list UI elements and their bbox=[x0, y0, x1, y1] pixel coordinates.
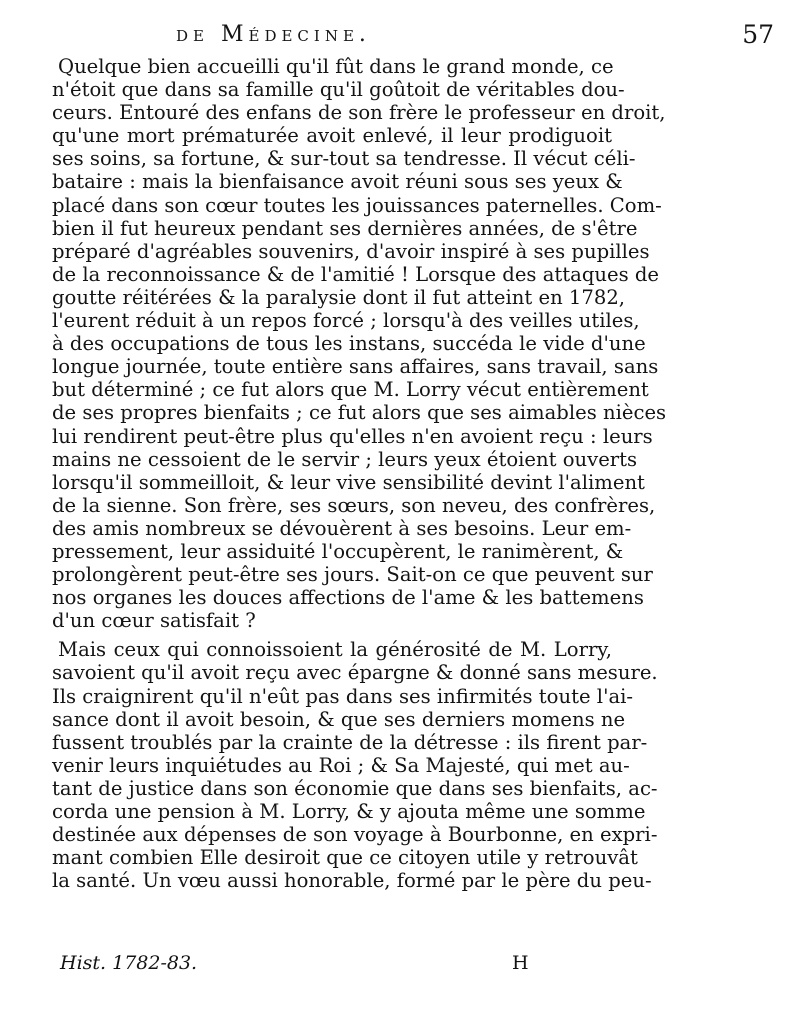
text-line: d'un cœur satisfait ? bbox=[52, 609, 256, 633]
text-line: mains ne cessoient de le servir ; leurs yeux étoient ouverts bbox=[52, 447, 638, 471]
text-line: lui rendirent peut-être plus qu'elles n'en avoient reçu : leurs bbox=[52, 424, 653, 448]
text-line: destinée aux dépenses de son voyage à Bourbonne, en expri- bbox=[52, 823, 658, 847]
text-line: lorsqu'il sommeilloit, & leur vive sensibilité devint l'aliment bbox=[52, 470, 645, 494]
text-line: des amis nombreux se dévouèrent à ses besoins. Leur em- bbox=[52, 516, 632, 540]
text-line: la santé. Un vœu aussi honorable, formé par le père du peu- bbox=[52, 869, 652, 893]
text-line: tant de justice dans son économie que dans ses bienfaits, ac- bbox=[52, 776, 658, 800]
text-line: prolongèrent peut-être ses jours. Sait-on ce que peuvent sur bbox=[52, 563, 653, 587]
text-line: préparé d'agréables souvenirs, d'avoir inspiré à ses pupilles bbox=[52, 239, 650, 263]
text-line: mant combien Elle desiroit que ce citoyen utile y retrouvât bbox=[52, 846, 638, 870]
paragraph-2 bbox=[52, 638, 658, 893]
body-text bbox=[52, 55, 667, 893]
paragraph-1 bbox=[52, 55, 667, 633]
text-line: de la sienne. Son frère, ses sœurs, son neveu, des confrères, bbox=[52, 493, 656, 517]
text-line: corda une pension à M. Lorry, & y ajouta même une somme bbox=[52, 800, 646, 823]
page-number: 57 bbox=[742, 20, 774, 49]
running-head-title: de Médecine. bbox=[176, 22, 371, 47]
text-line: placé dans son cœur toutes les jouissances paternelles. Com- bbox=[52, 193, 662, 217]
text-line: nos organes les douces affections de l'ame & les battemens bbox=[52, 586, 644, 610]
text-line: l'eurent réduit à un repos forcé ; lorsqu'à des veilles utiles, bbox=[52, 309, 640, 333]
text-line: longue journée, toute entière sans affaires, sans travail, sans bbox=[52, 355, 659, 379]
text-line: n'étoit que dans sa famille qu'il goûtoit de véritables dou- bbox=[52, 78, 625, 102]
text-line: but déterminé ; ce fut alors que M. Lorry vécut entièrement bbox=[52, 378, 649, 402]
text-line: Ils craignirent qu'il n'eût pas dans ses infirmités toute l'ai- bbox=[52, 684, 634, 708]
text-line: sance dont il avoit besoin, & que ses derniers momens ne bbox=[52, 707, 626, 731]
text-line: de la reconnoissance & de l'amitié ! Lorsque des attaques de bbox=[52, 262, 659, 286]
running-head bbox=[0, 18, 800, 54]
text-line: goutte réitérées & la paralysie dont il fut atteint en 1782, bbox=[52, 285, 626, 309]
text-line: Mais ceux qui connoissoient la générosité de M. Lorry, bbox=[58, 638, 612, 662]
text-line: Quelque bien accueilli qu'il fût dans le grand monde, ce bbox=[58, 55, 614, 78]
text-line: venir leurs inquiétudes au Roi ; & Sa Majesté, qui met au- bbox=[52, 753, 630, 777]
text-line: à des occupations de tous les instans, succéda le vide d'une bbox=[52, 332, 646, 356]
text-line: savoient qu'il avoit reçu avec épargne & donné sans mesure. bbox=[52, 661, 658, 685]
text-line: ses soins, sa fortune, & sur-tout sa tendresse. Il vécut céli- bbox=[52, 147, 636, 171]
text-line: bataire : mais la bienfaisance avoit réuni sous ses yeux & bbox=[52, 170, 623, 194]
page-footer bbox=[0, 952, 800, 982]
catchword: H bbox=[512, 952, 529, 974]
text-line: pressement, leur assiduité l'occupèrent, le ranimèrent, & bbox=[52, 539, 624, 563]
text-line: de ses propres bienfaits ; ce fut alors que ses aimables nièces bbox=[52, 401, 667, 425]
text-line: fussent troublés par la crainte de la détresse : ils firent par- bbox=[52, 730, 648, 754]
text-line: bien il fut heureux pendant ses dernières années, de s'être bbox=[52, 216, 638, 240]
signature-mark: Hist. 1782-83. bbox=[60, 952, 198, 974]
text-line: ceurs. Entouré des enfans de son frère le professeur en droit, bbox=[52, 101, 666, 125]
text-line: qu'une mort prématurée avoit enlevé, il leur prodiguoit bbox=[52, 124, 612, 148]
